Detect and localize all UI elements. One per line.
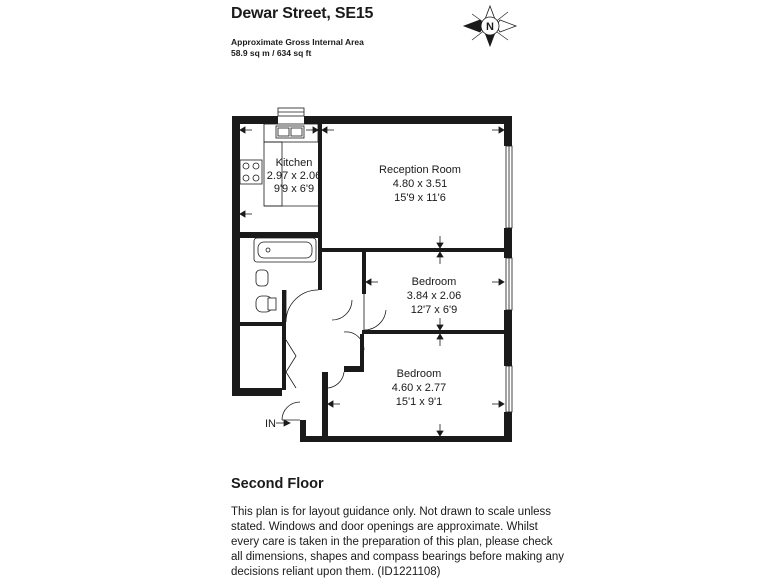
- bedroom2-imperial: 15'1 x 9'1: [395, 396, 443, 408]
- bedroom1-name: Bedroom: [411, 276, 457, 288]
- disclaimer-line: every care is taken in the preparation of this plan, please check: [231, 536, 553, 548]
- disclaimer-line: stated. Windows and door openings are approximate. Whilst: [231, 521, 538, 533]
- bedroom1-label: [407, 276, 461, 316]
- area-value: 58.9 sq m / 634 sq ft: [231, 48, 312, 58]
- bedroom2-metric: 4.60 x 2.77: [391, 382, 447, 394]
- hob-icon: [240, 160, 262, 184]
- reception-name: Reception Room: [379, 164, 461, 176]
- compass-icon: [464, 6, 516, 46]
- bedroom1-metric: 3.84 x 2.06: [406, 290, 462, 302]
- kitchen-name: Kitchen: [275, 157, 313, 169]
- disclaimer: [231, 505, 565, 580]
- exterior-walls: [232, 116, 512, 442]
- disclaimer-line: decisions reliant upon them. (ID1221108): [231, 566, 441, 578]
- bedroom2-name: Bedroom: [396, 368, 442, 380]
- area-label: Approximate Gross Internal Area: [231, 37, 364, 47]
- disclaimer-line: all dimensions, shapes and compass bearings before making any: [231, 551, 565, 563]
- entrance-arrow-icon: [276, 420, 290, 426]
- entrance-label: IN: [265, 418, 276, 430]
- bedroom2-label: [392, 368, 446, 408]
- bedroom1-imperial: 12'7 x 6'9: [410, 304, 458, 316]
- basin-icon: [256, 270, 268, 286]
- kitchen-label: [267, 157, 321, 195]
- floor-label: Second Floor: [231, 476, 324, 492]
- property-title: Dewar Street, SE15: [231, 5, 374, 22]
- reception-metric: 4.80 x 3.51: [392, 178, 448, 190]
- reception-imperial: 15'9 x 11'6: [394, 192, 446, 204]
- compass-north-label: N: [486, 21, 494, 33]
- kitchen-imperial: 9'9 x 6'9: [273, 183, 315, 195]
- disclaimer-line: This plan is for layout guidance only. Not drawn to scale unless: [231, 506, 552, 518]
- reception-label: [379, 164, 461, 204]
- kitchen-metric: 2.97 x 2.06: [266, 170, 322, 182]
- doors: [282, 290, 386, 420]
